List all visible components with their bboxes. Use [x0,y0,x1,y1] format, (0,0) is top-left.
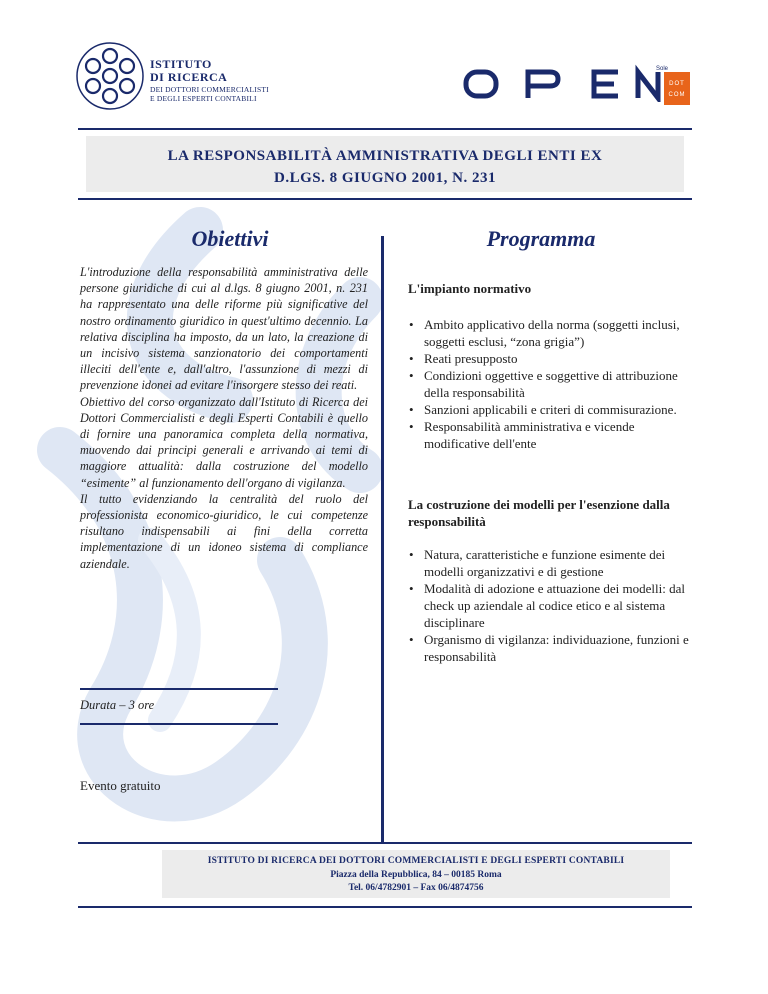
open-logo-tag: Sole [656,66,669,72]
dot-label: DOT [669,81,685,87]
section-1-title: L'impianto normativo [408,281,532,296]
title-box [86,136,684,192]
list-item-text: Responsabilità amministrativa e vicende modificative dell'ente [424,419,635,451]
logo-line-4: E DEGLI ESPERTI CONTABILI [150,93,257,103]
footer-institute: ISTITUTO DI RICERCA DEI DOTTORI COMMERCIALISTI E DEGLI ESPERTI CONTABILI [207,856,625,866]
list-item [408,401,690,418]
list-item-text: Ambito applicativo della norma (soggetti inclusi, soggetti esclusi, “zona grigia”) [424,317,680,349]
open-wordmark-icon [458,62,668,102]
section-1-list [408,316,690,452]
column-divider [381,236,384,842]
intro-paragraph-1: L'introduzione della responsabilità amministrativa delle persone giuridiche di cui al d.lgs. 8 giugno 2001, n. 231 ha rappresentato una delle riforme più significative del nostro ordinamento giuridico in quest'ultimo decennio. La relativa disciplina ha imposto, da un lato, la creazione di un incisivo sistema sanzionatorio dei comportamenti illeciti dell'ente e, dall'altro, l'assunzione di mezzi di prevenzione idonei ad evitare l'insorgere stesso dei reati. [80,265,368,393]
open-dot-com-logo [458,58,698,108]
bullet-icon: • [409,632,414,647]
bullet-icon: • [409,419,414,434]
logo-line-2: DI RICERCA [150,70,228,84]
list-item [408,546,690,580]
title-line-2: D.LGS. 8 GIUGNO 2001, N. 231 [274,170,496,186]
istituto-ricerca-logo [74,40,294,115]
footer-band [78,842,692,908]
duration-text: Durata – 3 ore [80,698,155,712]
logo-line-1: ISTITUTO [150,57,212,71]
footer-box [162,850,670,898]
footer-contacts: Tel. 06/4782901 – Fax 06/4874756 [348,883,484,893]
duration-rule-top [80,688,278,690]
list-item [408,631,690,665]
list-item-text: Modalità di adozione e attuazione dei modelli: dal check up aziendale al codice etico e al sistema disciplinare [424,581,685,630]
list-item [408,418,690,452]
bullet-icon: • [409,581,414,596]
list-item-text: Natura, caratteristiche e funzione esimente dei modelli organizzativi e di gestione [424,547,666,579]
section-2-list [408,546,690,665]
list-item [408,316,690,350]
title-band [78,128,692,200]
bullet-icon: • [409,402,414,417]
bullet-icon: • [409,351,414,366]
intro-paragraph-2: Obiettivo del corso organizzato dall'Istituto di Ricerca dei Dottori Commercialisti e degli Esperti Contabili è quello di fornire una panoramica completa della normativa, muovendo dai principi generali e arrivando ai temi di maggiore attualità: dalla costruzione del modello “esimente” al funzionamento dell'organo di vigilanza. [80,394,368,490]
programma-heading: Programma [486,226,596,251]
bullet-icon: • [409,368,414,383]
obiettivi-text [80,264,368,572]
intro-paragraph-3: Il tutto evidenziando la centralità del ruolo del professionista economico-giuridico, le cui competenze risultano indispensabili ai fini della corretta implementazione di un idoneo sistema di compliance aziendale. [80,491,368,571]
duration-rule-bottom [80,723,278,725]
section-2-title: La costruzione dei modelli per l'esenzione dalla responsabilità [408,497,670,529]
com-label: COM [668,92,686,98]
footer-address: Piazza della Repubblica, 84 – 00185 Roma [330,870,502,880]
title-line-1: LA RESPONSABILITÀ AMMINISTRATIVA DEGLI ENTI EX [167,148,603,164]
list-item-text: Sanzioni applicabili e criteri di commisurazione. [424,402,677,417]
logo-text [150,58,269,102]
bullet-icon: • [409,317,414,332]
bullet-icon: • [409,547,414,562]
list-item [408,580,690,631]
seal-emblem-icon [74,40,146,112]
logo-line-3: DEI DOTTORI COMMERCIALISTI [150,85,269,94]
free-event-text: Evento gratuito [80,778,161,793]
list-item [408,367,690,401]
list-item-text: Reati presupposto [424,351,518,366]
list-item-text: Organismo di vigilanza: individuazione, funzioni e responsabilità [424,632,689,664]
list-item-text: Condizioni oggettive e soggettive di attribuzione della responsabilità [424,368,678,400]
dot-com-badge [664,72,690,105]
obiettivi-heading: Obiettivi [191,226,269,251]
list-item [408,350,690,367]
